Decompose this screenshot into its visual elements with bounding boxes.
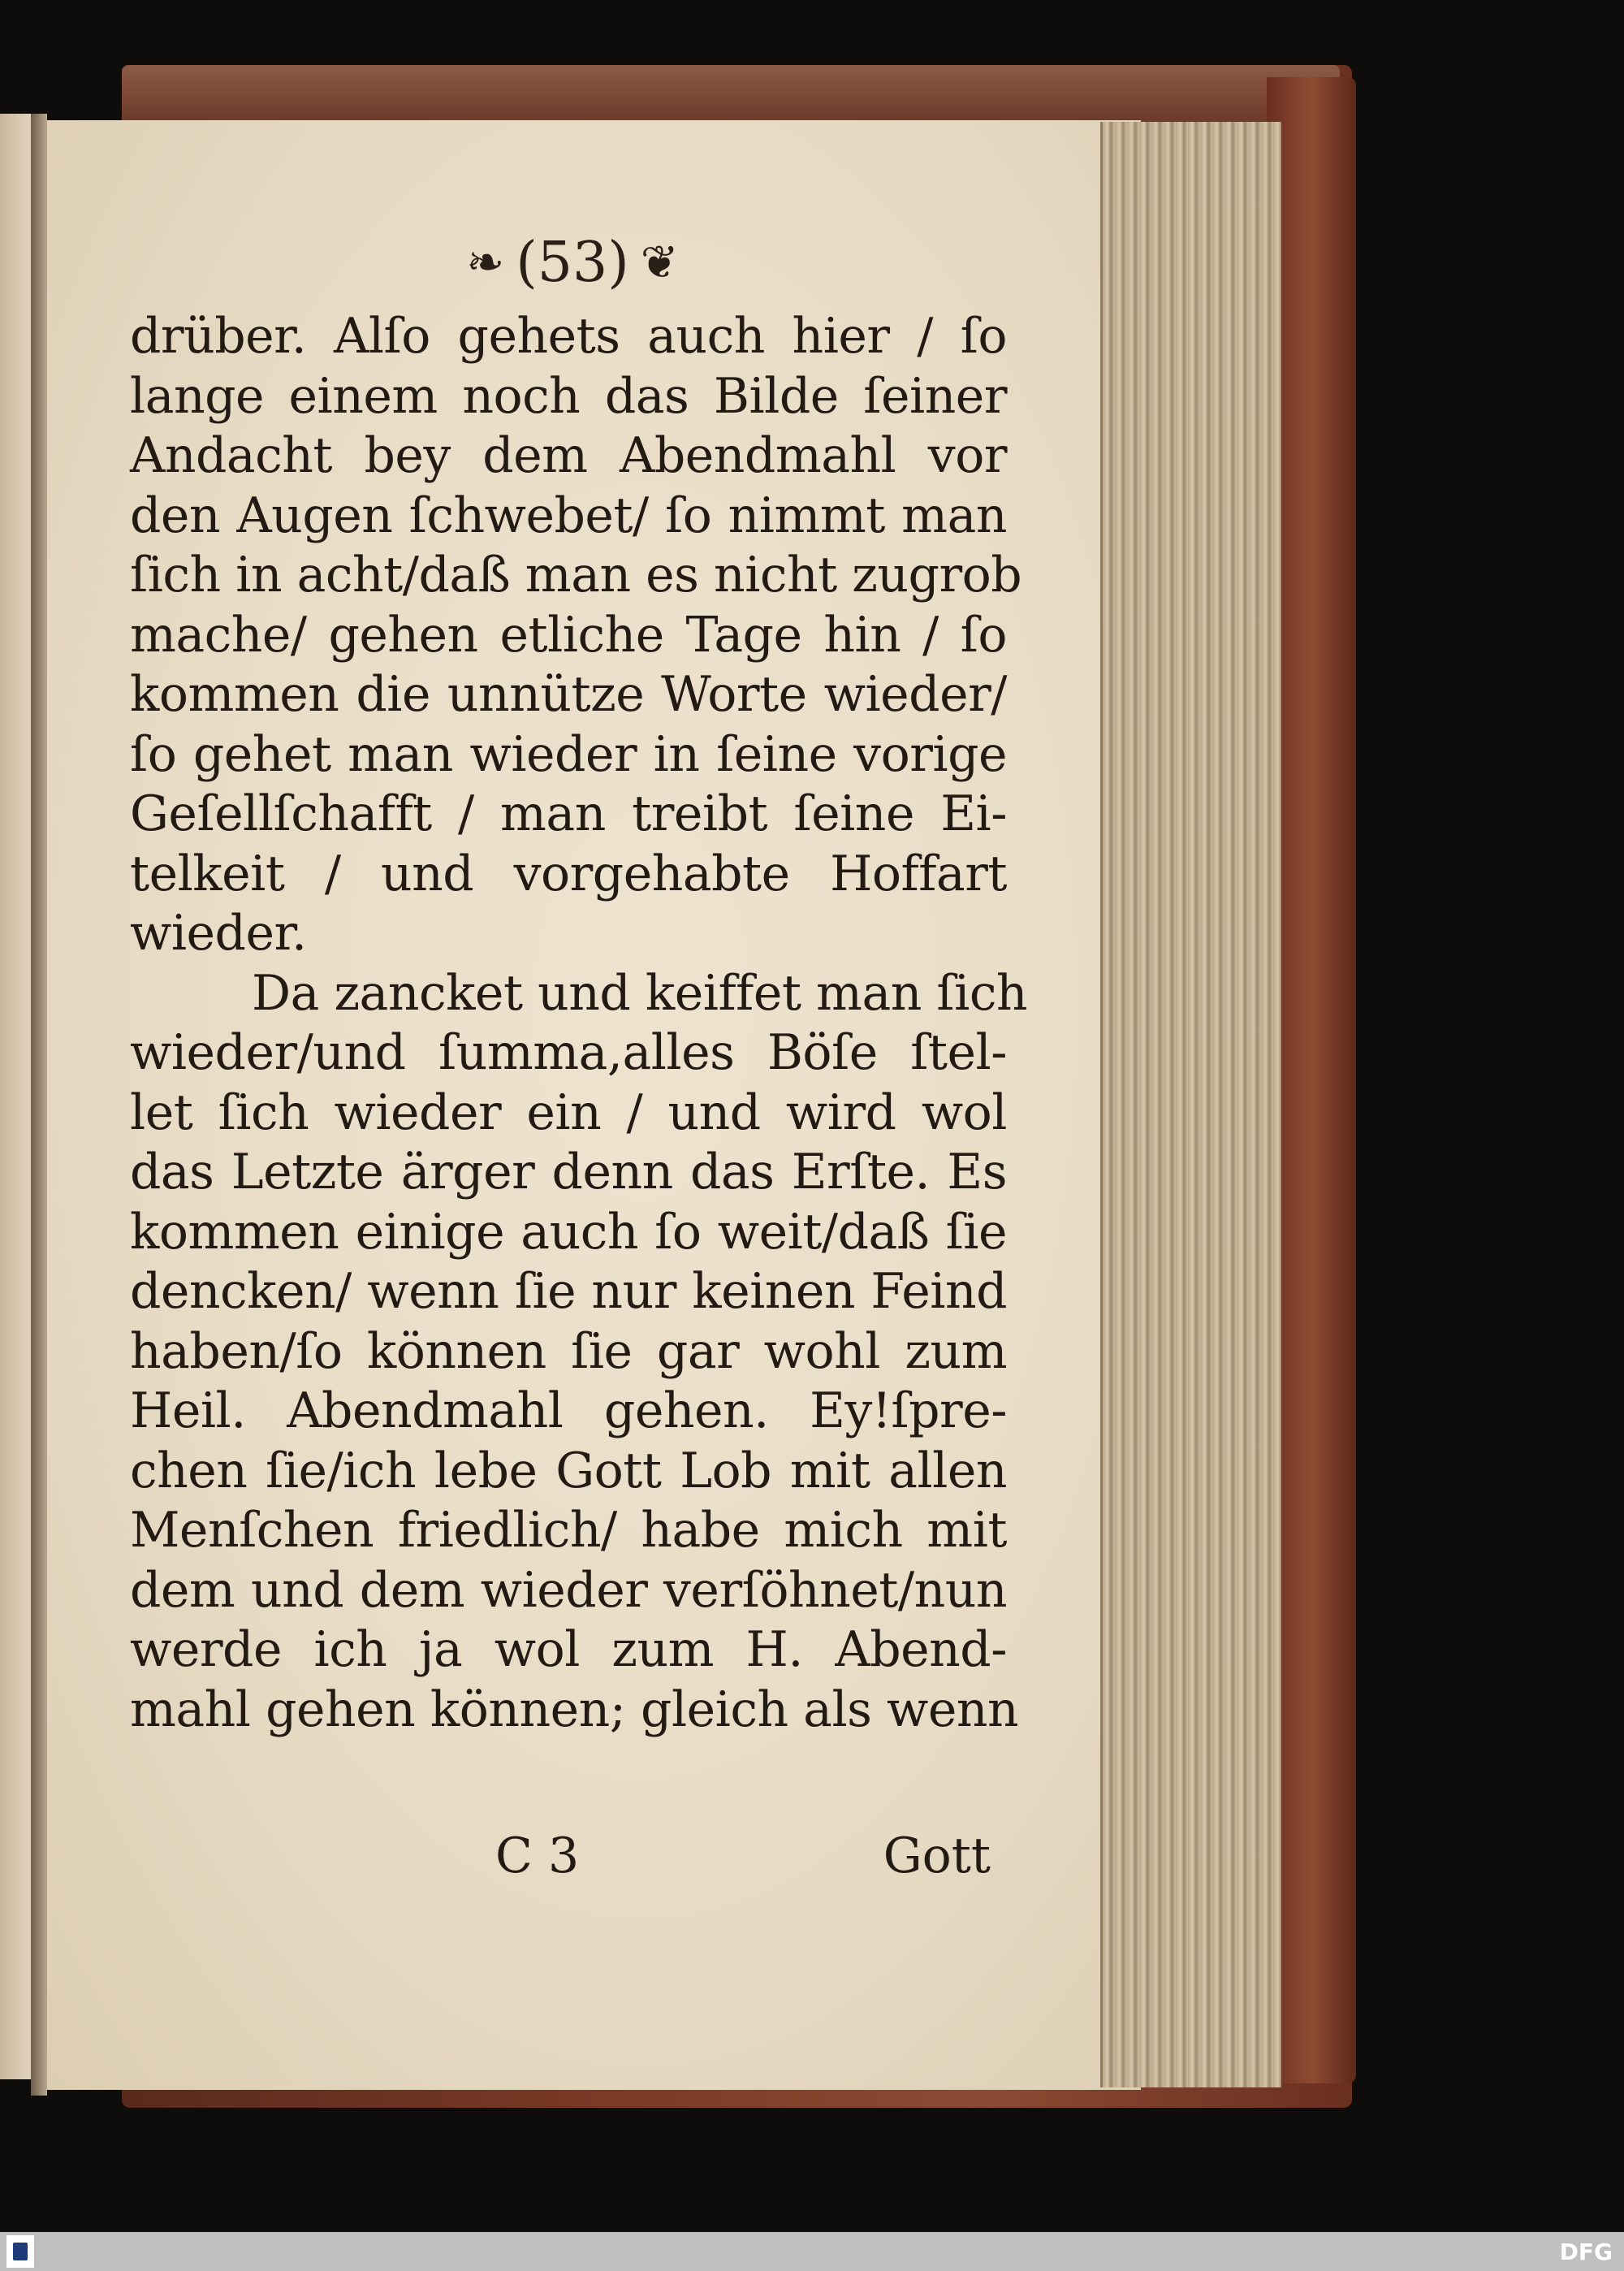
text-line: dencken/ wenn ſie nur keinen Feind [130,1263,1007,1320]
dfg-logo: DFG [1559,2239,1613,2265]
text-line: mache/ gehen etliche Tage hin / ſo [130,606,1007,664]
text-line: drüber. Alſo gehets auch hier / ſo [130,308,1007,365]
spine-gutter [31,114,47,2096]
ornament-left-icon: ❧ [466,236,505,289]
text-line: das Letzte ärger denn das Erſte. Es [130,1144,1007,1200]
text-line: kommen einige auch ſo weit/daß ſie [130,1203,1007,1261]
text-line: lange einem noch das Bilde ſeiner [130,367,1007,425]
text-line: kommen die unnütze Worte wieder/ [130,666,1007,723]
text-line: Heil. Abendmahl gehen. Ey!ſpre- [130,1382,1007,1439]
library-logo-mark [13,2243,28,2260]
text-line: Da zancket und keiffet man ſich [252,964,1028,1022]
text-line: telkeit / und vorgehabte Hoffart [130,845,1007,902]
text-line: dem und dem wieder verſöhnet/nun [130,1561,1007,1619]
page-footer [130,1828,991,1901]
page-number: (53) [516,230,629,295]
text-line: den Augen ſchwebet/ ſo nimmt man [130,487,1007,544]
text-line: haben/ſo können ſie gar wohl zum [130,1322,1007,1380]
signature-mark: C 3 [495,1828,580,1884]
text-line: wieder. [130,905,307,962]
ornament-right-icon: ❦ [640,236,679,289]
text-line: ſich in acht/daß man es nicht zugrob [130,547,1022,603]
page-header [390,226,755,299]
library-logo-icon [6,2235,34,2268]
text-line: Andacht bey dem Abendmahl vor [130,427,1007,484]
catchword: Gott [883,1828,991,1884]
text-line: Geſellſchafft / man treibt ſeine Ei- [130,785,1007,842]
text-line: ſo gehet man wieder in ſeine vorige [130,725,1007,783]
viewer-footer-bar [0,2232,1624,2271]
text-line: mahl gehen können; gleich als wenn [130,1681,1019,1738]
text-line: let ſich wieder ein / und wird wol [130,1084,1007,1141]
text-line: wieder/und ſumma,alles Böſe ſtel- [130,1024,1007,1081]
text-line: chen ſie/ich lebe Gott Lob mit allen [130,1442,1007,1499]
cover-top-edge [122,65,1340,122]
text-line: Menſchen friedlich/ habe mich mit [130,1502,1007,1559]
page-fore-edge [1100,122,1281,2087]
text-line: werde ich ja wol zum H. Abend- [130,1621,1007,1678]
body-text [130,307,1028,1740]
